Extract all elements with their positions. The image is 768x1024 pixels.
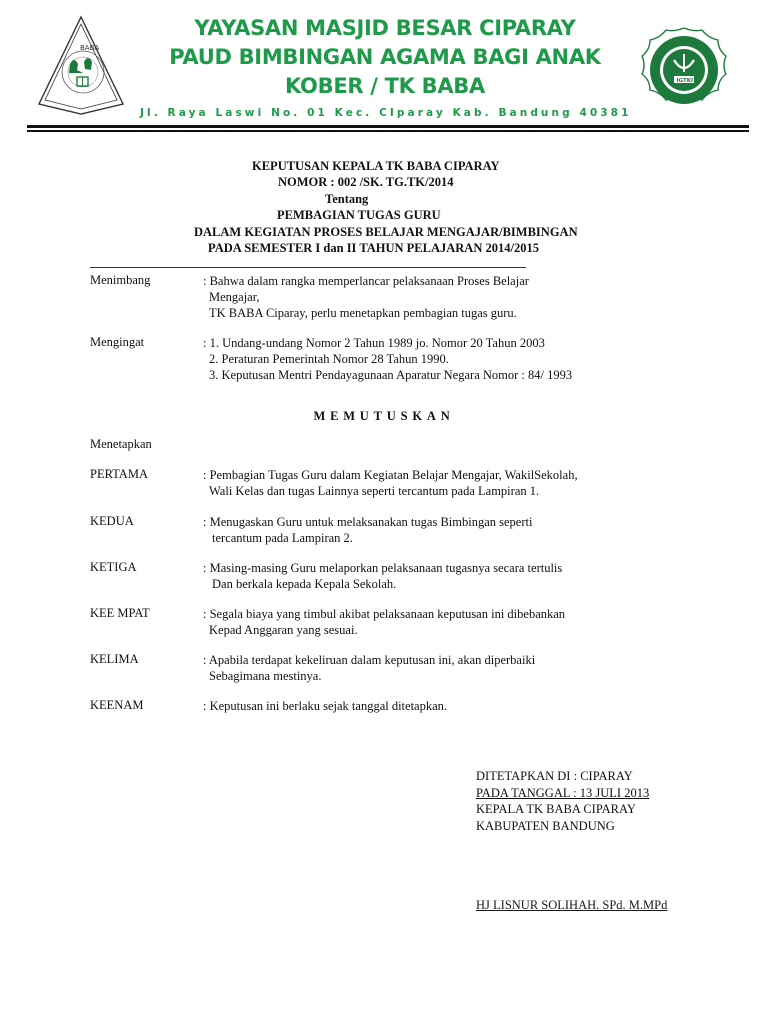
article-line: : Masing-masing Guru melaporkan pelaksanaan tugasnya secara tertulis	[203, 561, 563, 575]
mengingat-label: Mengingat	[90, 335, 145, 349]
article-line: : Apabila terdapat kekeliruan dalam keputusan ini, akan diperbaiki	[203, 653, 536, 667]
article-line: Sebagimana mestinya.	[209, 669, 322, 683]
letterhead-rule-thin	[27, 130, 749, 132]
article-line: : Segala biaya yang timbul akibat pelaksanaan keputusan ini dibebankan	[203, 607, 566, 621]
menimbang-label: Menimbang	[90, 273, 151, 287]
separator-line	[90, 267, 526, 268]
decree-subject: PEMBAGIAN TUGAS GURU	[277, 208, 441, 222]
signature-date: PADA TANGGAL : 13 JULI 2013	[476, 785, 650, 800]
menetapkan-label: Menetapkan	[90, 437, 152, 451]
baba-triangle-emblem-icon	[36, 14, 126, 116]
article-line: : Menugaskan Guru untuk melaksanakan tugas Bimbingan seperti	[203, 515, 533, 529]
svg-text:BABA: BABA	[80, 44, 100, 52]
article-content	[203, 606, 703, 638]
signature-place: DITETAPKAN DI : CIPARAY	[476, 769, 633, 783]
signature-region: KABUPATEN BANDUNG	[476, 818, 615, 833]
school-address: Jl. Raya Laswi No. 01 Kec. CIparay Kab. Bandung 40381	[140, 107, 632, 119]
article-label: KEE MPAT	[90, 606, 150, 620]
signature-position: KEPALA TK BABA CIPARAY	[476, 802, 636, 816]
menimbang-line: : Bahwa dalam rangka memperlancar pelaksanaan Proses Belajar	[203, 274, 529, 288]
article-content	[203, 514, 703, 546]
article-line: : Pembagian Tugas Guru dalam Kegiatan Belajar Mengajar, WakilSekolah,	[203, 468, 578, 482]
signer-name: HJ LISNUR SOLIHAH. SPd. M.MPd	[476, 898, 668, 912]
article-content	[203, 652, 703, 684]
menimbang-content	[203, 273, 703, 321]
article-content	[203, 467, 703, 499]
article-line: : Keputusan ini berlaku sejak tanggal ditetapkan.	[203, 699, 448, 713]
menimbang-line: Mengajar,	[209, 290, 260, 304]
decree-number: NOMOR : 002 /SK. TG.TK/2014	[278, 175, 454, 189]
mengingat-line: : 1. Undang-undang Nomor 2 Tahun 1989 jo. Nomor 20 Tahun 2003	[203, 336, 545, 350]
mengingat-content	[203, 335, 703, 383]
signature-block	[476, 768, 649, 834]
menimbang-line: TK BABA Ciparay, perlu menetapkan pembagian tugas guru.	[209, 306, 517, 320]
article-label: KELIMA	[90, 652, 139, 666]
svg-text:IGTKI: IGTKI	[676, 78, 694, 84]
mengingat-line: 3. Keputusan Mentri Pendayagunaan Aparatur Negara Nomor : 84/ 1993	[209, 368, 573, 382]
article-label: KEDUA	[90, 514, 134, 528]
school-program-name: PAUD BIMBINGAN AGAMA BAGI ANAK	[169, 45, 601, 69]
decree-about-label: Tentang	[325, 192, 369, 206]
article-line: Kepad Anggaran yang sesuai.	[209, 623, 358, 637]
article-content	[203, 560, 703, 592]
article-line: tercantum pada Lampiran 2.	[212, 531, 353, 545]
letterhead	[0, 0, 768, 140]
letterhead-rule-thick	[27, 125, 749, 128]
decree-title: KEPUTUSAN KEPALA TK BABA CIPARAY	[252, 159, 500, 173]
article-label: KEENAM	[90, 698, 144, 712]
igtki-seal-icon	[636, 26, 732, 112]
school-name: KOBER / TK BABA	[285, 74, 485, 98]
decree-subject-detail: DALAM KEGIATAN PROSES BELAJAR MENGAJAR/BIMBINGAN	[194, 225, 578, 239]
article-label: KETIGA	[90, 560, 137, 574]
foundation-name: YAYASAN MASJID BESAR CIPARAY	[194, 16, 576, 40]
article-line: Wali Kelas dan tugas Lainnya seperti tercantum pada Lampiran 1.	[209, 484, 540, 498]
article-label: PERTAMA	[90, 467, 148, 481]
article-content	[203, 698, 703, 714]
mengingat-line: 2. Peraturan Pemerintah Nomor 28 Tahun 1990.	[209, 352, 449, 366]
memutuskan-heading: MEMUTUSKAN	[313, 409, 455, 423]
decree-period: PADA SEMESTER I dan II TAHUN PELAJARAN 2014/2015	[208, 241, 539, 255]
article-line: Dan berkala kepada Kepala Sekolah.	[212, 577, 397, 591]
